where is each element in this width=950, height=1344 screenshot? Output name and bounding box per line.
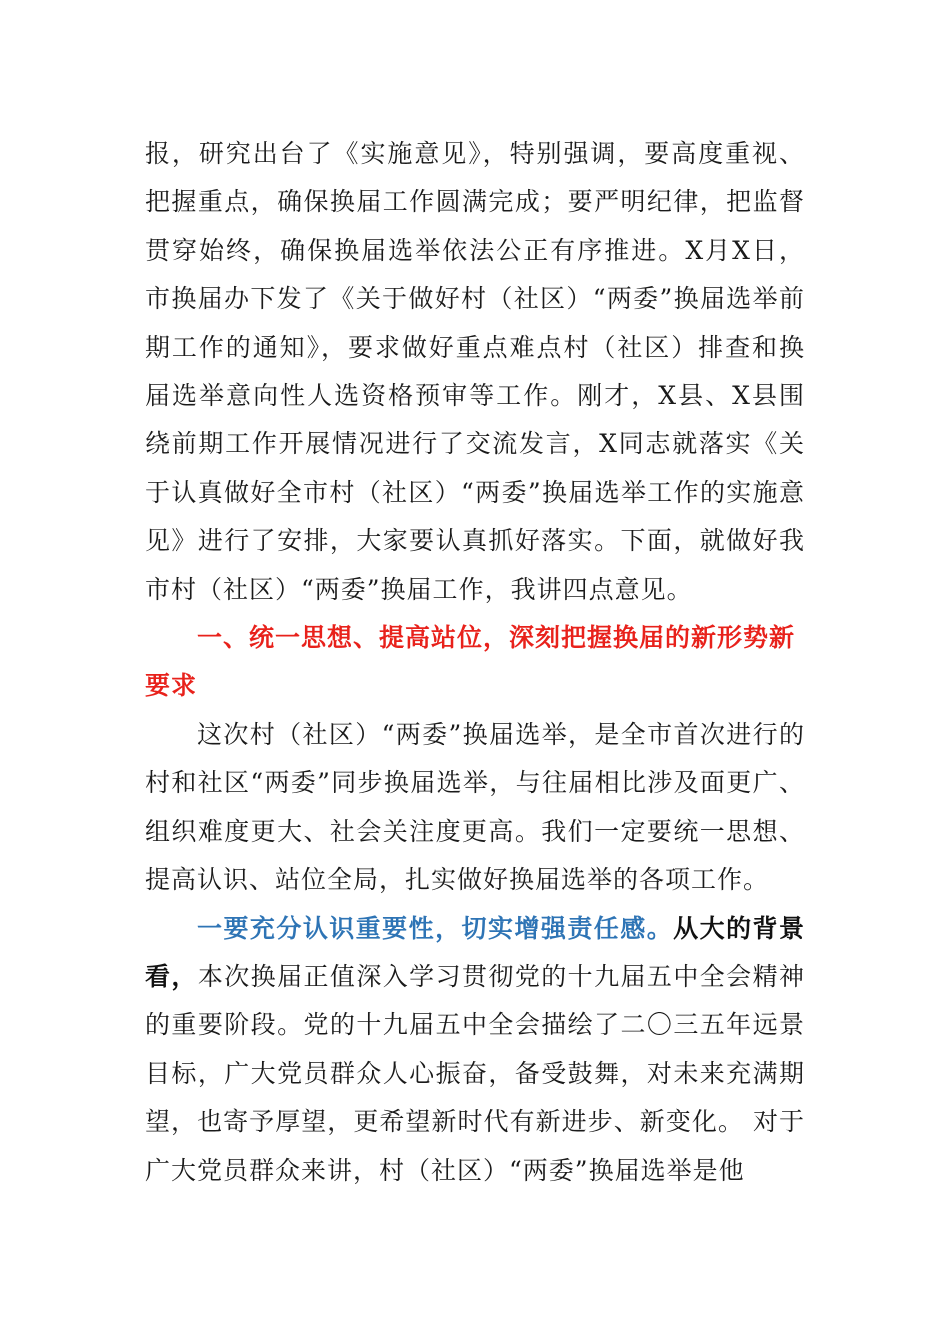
subsection-text: 本次换届正值深入学习贯彻党的十九届五中全会精神的重要阶段。党的十九届五中全会描绘了二〇三五年远景目标，广大党员群众人心振奋，备受鼓舞，对未来充满期望，也寄予厚望，更希望新时代有新进步、新变化。 对于广大党员群众来讲，村（社区）“两委”换届选举是他 xyxy=(145,961,805,1185)
section-heading: 一、统一思想、提高站位，深刻把握换届的新形势新要求 xyxy=(145,623,796,701)
section-paragraph: 这次村（社区）“两委”换届选举，是全市首次进行的村和社区“两委”同步换届选举，与往届相比涉及面更广、组织难度更大、社会关注度更高。我们一定要统一思想、提高认识、站位全局，扎实做好换届选举的各项工作。 xyxy=(145,719,805,895)
subsection-bold-lead: 从大的背景看， xyxy=(145,913,805,991)
subsection-paragraph xyxy=(145,905,805,1195)
subsection-lead: 一要充分认识重要性，切实增强责任感。 xyxy=(197,913,674,943)
document-page xyxy=(145,130,805,1195)
intro-paragraph: 报，研究出台了《实施意见》，特别强调，要高度重视、把握重点，确保换届工作圆满完成；要严明纪律，把监督贯穿始终，确保换届选举依法公正有序推进。X月X日，市换届办下发了《关于做好村（社区）“两委”换届选举前期工作的通知》，要求做好重点难点村（社区）排查和换届选举意向性人选资格预审等工作。刚才，X县、X县围绕前期工作开展情况进行了交流发言，X同志就落实《关于认真做好全市村（社区）“两委”换届选举工作的实施意见》进行了安排，大家要认真抓好落实。下面，就做好我市村（社区）“两委”换届工作，我讲四点意见。 xyxy=(145,139,805,604)
